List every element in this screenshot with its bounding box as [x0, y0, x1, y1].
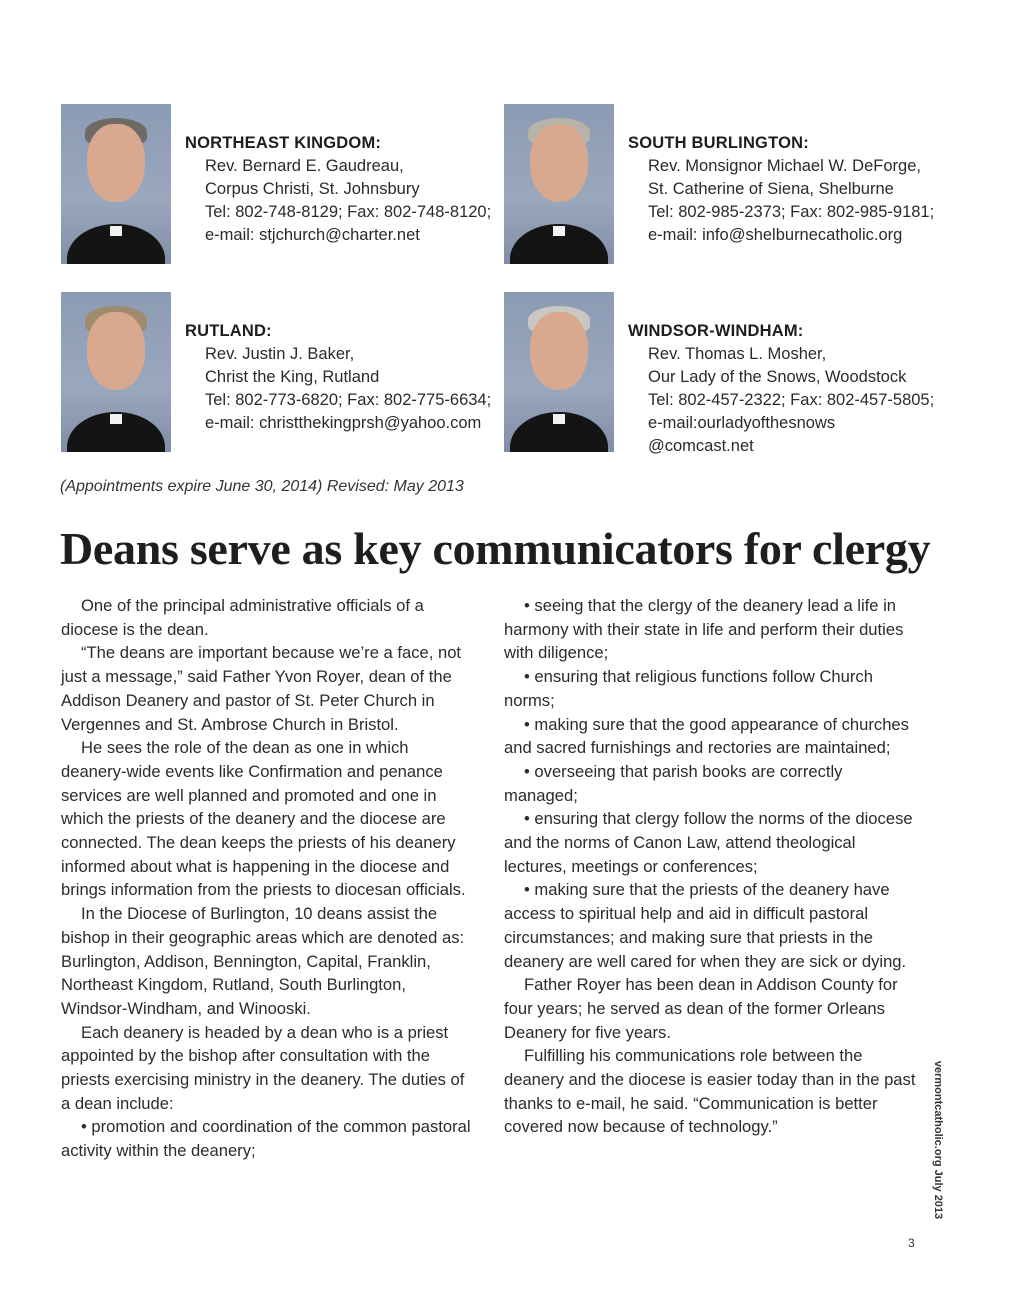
dean-email: e-mail:ourladyofthesnows: [648, 414, 836, 432]
dean-info: [185, 132, 491, 247]
dean-card-south-burlington: [504, 104, 934, 264]
dean-info: [185, 320, 491, 435]
dean-photo: [61, 104, 171, 264]
dean-card-windsor-windham: [504, 292, 935, 455]
duty-bullet: • promotion and coordination of the common pastoral activity within the deanery;: [61, 1117, 471, 1161]
duty-bullet: • making sure that the good appearance of churches and sacred furnishings and rectories are maintained;: [504, 714, 909, 758]
dean-email: e-mail: stjchurch@charter.net: [205, 226, 420, 244]
dean-email: e-mail: christthekingprsh@yahoo.com: [205, 414, 482, 432]
article-paragraph: In the Diocese of Burlington, 10 deans assist the bishop in their geographic areas which are denoted as: Burlington, Addison, Bennington, Capital, Franklin, Northeast Kingdom, Rutland, South Burlington, Windsor-Windham, and Winooski.: [61, 904, 465, 1018]
dean-parish: Our Lady of the Snows, Woodstock: [648, 368, 907, 386]
dean-region: NORTHEAST KINGDOM:: [185, 134, 382, 152]
dean-phone: Tel: 802-748-8129; Fax: 802-748-8120;: [205, 203, 492, 221]
dean-parish: St. Catherine of Siena, Shelburne: [648, 180, 894, 198]
dean-phone: Tel: 802-773-6820; Fax: 802-775-6634;: [205, 391, 492, 409]
article-paragraph: Each deanery is headed by a dean who is a priest appointed by the bishop after consultation with the priests exercising ministry in the deanery. The duties of a dean include:: [61, 1022, 465, 1113]
appointments-note: (Appointments expire June 30, 2014) Revised: May 2013: [60, 478, 464, 495]
duty-bullet: • making sure that the priests of the deanery have access to spiritual help and aid in difficult pastoral circumstances; and making sure that priests in the deanery are well cared for when they are sick or dying.: [504, 880, 907, 971]
dean-email: e-mail: info@shelburnecatholic.org: [648, 226, 903, 244]
duty-bullet: • ensuring that clergy follow the norms of the diocese and the norms of Canon Law, attend theological lectures, meetings or conferences;: [504, 809, 913, 876]
dean-name: Rev. Thomas L. Mosher,: [648, 345, 827, 363]
dean-name: Rev. Justin J. Baker,: [205, 345, 355, 363]
article-paragraph: One of the principal administrative officials of a diocese is the dean.: [61, 596, 424, 639]
dean-region: RUTLAND:: [185, 322, 272, 340]
dean-parish: Christ the King, Rutland: [205, 368, 380, 386]
dean-phone: Tel: 802-985-2373; Fax: 802-985-9181;: [648, 203, 935, 221]
article-paragraph: “The deans are important because we’re a face, not just a message,” said Father Yvon Royer, dean of the Addison Deanery and pastor of St. Peter Church in Vergennes and St. Ambrose Church in Bristol.: [61, 643, 462, 734]
article-left-column: [61, 594, 476, 1163]
dean-info: [628, 132, 934, 247]
dean-region: SOUTH BURLINGTON:: [628, 134, 809, 152]
article-headline: Deans serve as key communicators for clergy: [60, 523, 931, 574]
duty-bullet: • seeing that the clergy of the deanery lead a life in harmony with their state in life and perform their duties with diligence;: [504, 596, 904, 663]
dean-parish: Corpus Christi, St. Johnsbury: [205, 180, 420, 198]
dean-info: [628, 320, 934, 458]
article-paragraph: He sees the role of the dean as one in which deanery-wide events like Confirmation and penance services are well planned and promoted and one in which the priests of the deanery and the diocese are connected. The dean keeps the priests of his deanery informed about what is happening in the diocese and brings information from the priests to diocesan officials.: [61, 738, 466, 900]
side-credit: vermontcatholic.org July 2013: [932, 1060, 944, 1220]
dean-name: Rev. Bernard E. Gaudreau,: [205, 157, 404, 175]
dean-region: WINDSOR-WINDHAM:: [628, 322, 804, 340]
duty-bullet: • overseeing that parish books are correctly managed;: [504, 761, 843, 805]
dean-photo: [504, 292, 614, 452]
dean-email-continued: @comcast.net: [648, 437, 754, 455]
dean-card-northeast-kingdom: [61, 104, 491, 264]
article-paragraph: Father Royer has been dean in Addison County for four years; he served as dean of the former Orleans Deanery for five years.: [504, 975, 898, 1042]
dean-card-rutland: [61, 292, 491, 452]
page-number: 3: [908, 1236, 915, 1250]
article-paragraph: Fulfilling his communications role between the deanery and the diocese is easier today than in the past thanks to e-mail, he said. “Communication is better covered now because of technology.”: [504, 1046, 916, 1137]
dean-phone: Tel: 802-457-2322; Fax: 802-457-5805;: [648, 391, 935, 409]
duty-bullet: • ensuring that religious functions follow Church norms;: [504, 667, 873, 710]
dean-photo: [61, 292, 171, 452]
dean-name: Rev. Monsignor Michael W. DeForge,: [648, 157, 921, 175]
article-right-column: [504, 594, 919, 1139]
dean-photo: [504, 104, 614, 264]
